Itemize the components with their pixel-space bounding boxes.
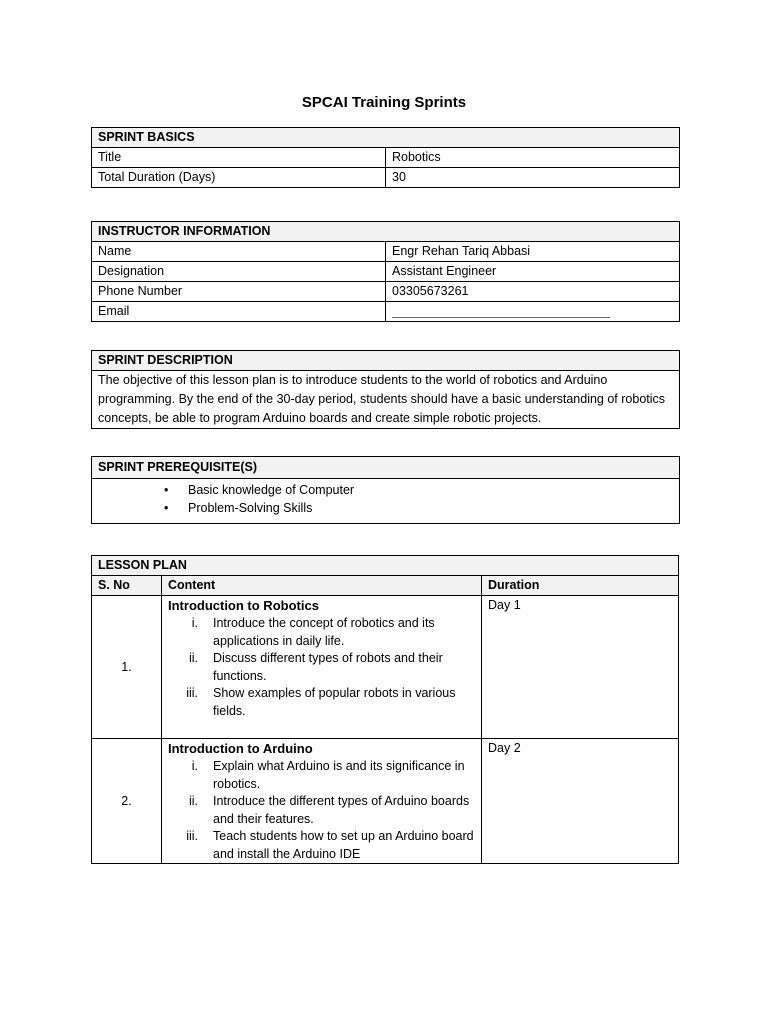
page-title: SPCAI Training Sprints (301, 94, 467, 111)
bullet-icon: • (164, 501, 169, 515)
list-item: • Basic knowledge of Computer (164, 483, 355, 497)
row-sno: 1. (92, 596, 162, 739)
email-link[interactable] (392, 302, 610, 318)
table-row (92, 302, 680, 322)
table-row (92, 168, 680, 188)
row-duration: Day 2 (482, 739, 679, 864)
sprint-basics-table (91, 127, 680, 188)
row-sno: 2. (92, 739, 162, 864)
prerequisites-table (91, 456, 680, 524)
list-item: ii. Introduce the different types of Arduino boards and their features. (188, 794, 470, 826)
row-label: Name (92, 242, 386, 262)
table-row (92, 596, 679, 739)
list-item: iii. Show examples of popular robots in various fields. (186, 686, 456, 718)
lesson-plan-table (91, 555, 679, 864)
list-item: i. Introduce the concept of robotics and its applications in daily life. (191, 616, 435, 648)
instructor-heading: INSTRUCTOR INFORMATION (92, 222, 680, 242)
row-value: Robotics (386, 148, 680, 168)
bullet-icon: • (164, 483, 169, 497)
description-table (91, 350, 680, 429)
column-header-sno: S. No (92, 576, 162, 596)
description-text: The objective of this lesson plan is to introduce students to the world of robotics and Arduino programming. By the end of the 30-day period, students should have a basic understanding of robotics concepts, be able to program Arduino boards and create simple robotic projects. (92, 371, 680, 429)
instructor-table (91, 221, 680, 322)
list-item: ii. Discuss different types of robots and their functions. (188, 651, 443, 683)
prerequisites-heading: SPRINT PREREQUISITE(S) (92, 457, 680, 479)
lesson-items (168, 758, 475, 863)
row-content (162, 739, 482, 864)
column-header-content: Content (162, 576, 482, 596)
table-row (92, 282, 680, 302)
prerequisites-list (92, 479, 679, 523)
lesson-topic: Introduction to Arduino (168, 741, 313, 756)
table-row (92, 262, 680, 282)
email-value[interactable] (386, 302, 680, 322)
table-row (92, 242, 680, 262)
lesson-items (168, 615, 475, 720)
row-label: Total Duration (Days) (92, 168, 386, 188)
row-label: Designation (92, 262, 386, 282)
row-value: Assistant Engineer (386, 262, 680, 282)
row-label: Title (92, 148, 386, 168)
row-content (162, 596, 482, 739)
row-value: 03305673261 (386, 282, 680, 302)
column-header-duration: Duration (482, 576, 679, 596)
list-item: iii. Teach students how to set up an Arduino board and install the Arduino IDE (186, 829, 474, 861)
lesson-plan-heading: LESSON PLAN (92, 556, 679, 576)
sprint-basics-heading: SPRINT BASICS (92, 128, 680, 148)
table-row (92, 148, 680, 168)
list-item: • Problem-Solving Skills (164, 501, 313, 515)
lesson-topic: Introduction to Robotics (168, 598, 319, 613)
row-label: Email (92, 302, 386, 322)
description-heading: SPRINT DESCRIPTION (92, 351, 680, 371)
row-label: Phone Number (92, 282, 386, 302)
list-item: i. Explain what Arduino is and its significance in robotics. (191, 759, 465, 791)
row-duration: Day 1 (482, 596, 679, 739)
row-value: Engr Rehan Tariq Abbasi (386, 242, 680, 262)
table-row (92, 739, 679, 864)
row-value: 30 (386, 168, 680, 188)
